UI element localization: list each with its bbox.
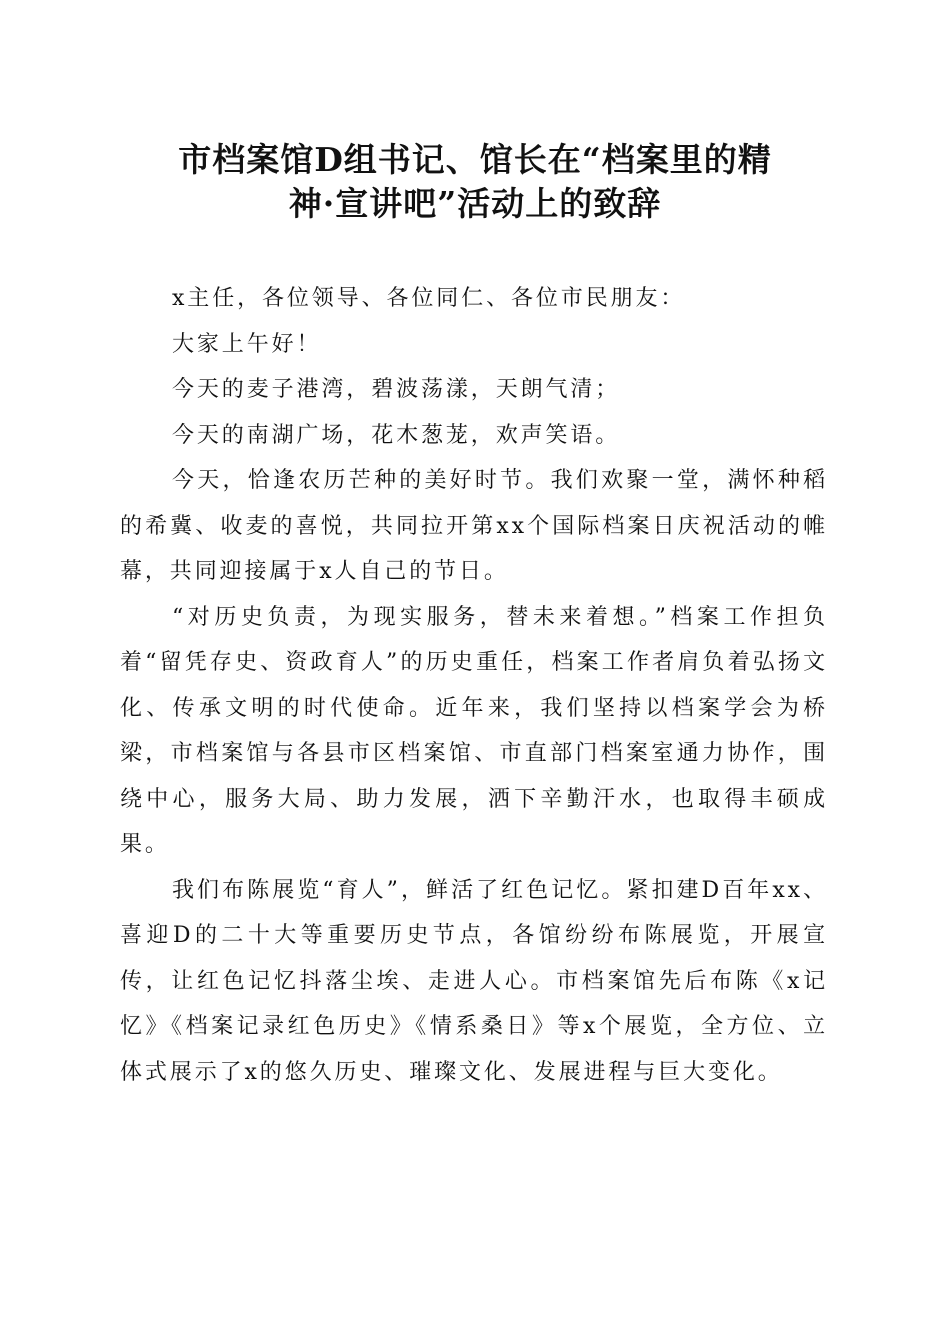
body-paragraph: 今天的麦子港湾，碧波荡漾，天朗气清； xyxy=(172,377,621,402)
document-title xyxy=(120,138,830,226)
title-line-2: 神·宣讲吧”活动上的致辞 xyxy=(288,184,662,223)
body-paragraph: 今天的南湖广场，花木葱茏，欢声笑语。 xyxy=(172,422,621,448)
body-paragraph: 今天，恰逢农历芒种的美好时节。我们欢聚一堂，满怀种稻的希冀、收麦的喜悦，共同拉开第xx个国际档案日庆祝活动的帷幕，共同迎接属于x人自己的节日。 xyxy=(120,468,828,584)
body-paragraph: 我们布陈展览“育人”，鲜活了红色记忆。紧扣建D百年xx、喜迎D的二十大等重要历史节点，各馆纷纷布陈展览，开展宣传，让红色记忆抖落尘埃、走进人心。市档案馆先后布陈《x记忆》《档案记录红色历史》《情系桑日》等x个展览，全方位、立体式展示了x的悠久历史、璀璨文化、发展进程与巨大变化。 xyxy=(120,877,828,1085)
document-body xyxy=(120,276,828,1095)
body-paragraph: “对历史负责，为现实服务，替未来着想。”档案工作担负着“留凭存史、资政育人”的历史重任，档案工作者肩负着弘扬文化、传承文明的时代使命。近年来，我们坚持以档案学会为桥梁，市档案馆与各县市区档案馆、市直部门档案室通力协作，围绕中心，服务大局、助力发展，洒下辛勤汗水，也取得丰硕成果。 xyxy=(120,604,828,857)
title-line-1: 市档案馆D组书记、馆长在“档案里的精 xyxy=(178,140,772,179)
salutation-paragraph: x主任，各位领导、各位同仁、各位市民朋友： xyxy=(172,286,686,311)
greeting-paragraph: 大家上午好！ xyxy=(172,331,322,357)
